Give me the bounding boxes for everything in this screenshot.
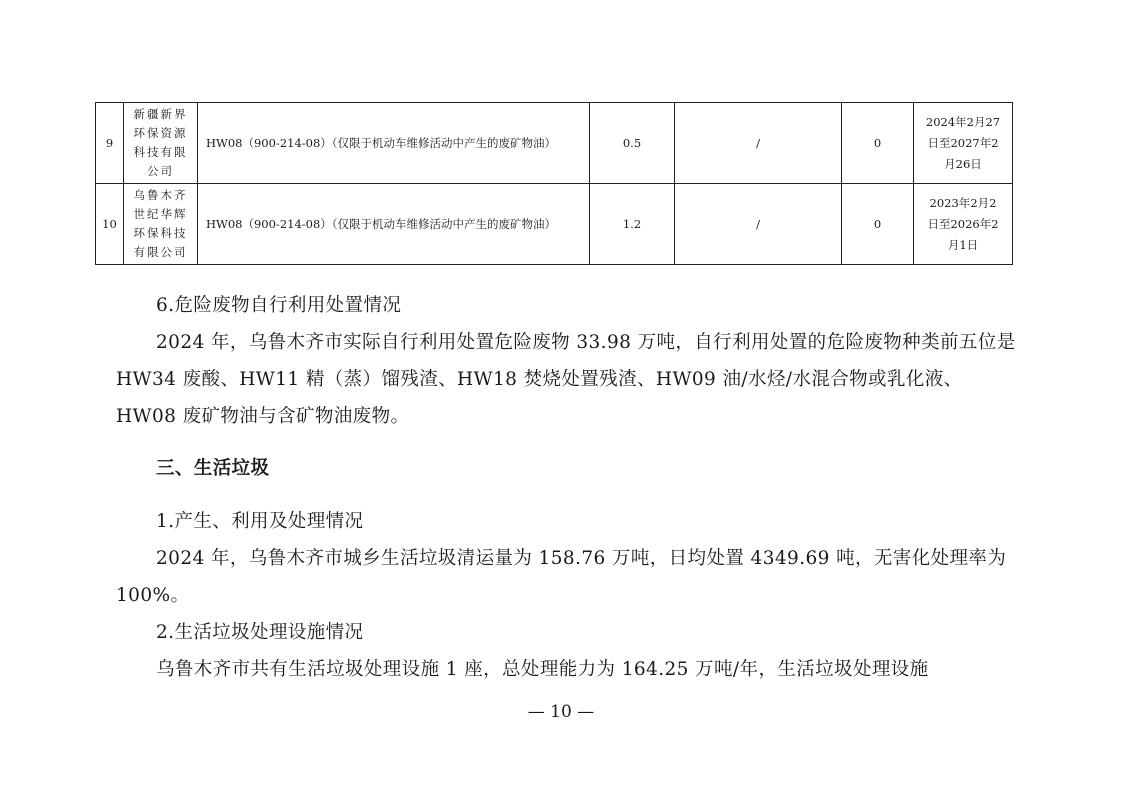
subsection-1-heading: 1.产生、利用及处理情况 [156, 511, 364, 532]
section-6-heading: 6.危险废物自行利用处置情况 [156, 295, 402, 316]
other-value: / [675, 103, 842, 184]
table-row [96, 184, 1013, 265]
validity-period [914, 184, 1013, 265]
other-value: / [675, 184, 842, 265]
period-line: 月1日 [947, 237, 979, 252]
section-6-body: 2024 年，乌鲁木齐市实际自行利用处置危险废物 33.98 万吨，自行利用处置的危险废物种类前五位是 HW34 废酸、HW11 精（蒸）馏残渣、HW18 焚烧处置残渣、HW09 油/水烃/水混合物或乳化液、HW08 废矿物油与含矿物油废物。 [116, 332, 1016, 427]
waste-type: HW08（900-214-08）（仅限于机动车维修活动中产生的废矿物油） [198, 103, 590, 184]
page-number: — 10 — [527, 702, 595, 722]
organization-name: 新疆新界环保资源科技有限公司 [124, 103, 198, 184]
amount-value: 0 [842, 184, 914, 265]
row-number: 9 [96, 103, 124, 184]
period-line: 2023年2月2 [929, 195, 997, 210]
period-line: 月26日 [944, 156, 982, 171]
period-line: 2024年2月27 [925, 114, 1001, 129]
table-row [96, 103, 1013, 184]
row-number: 10 [96, 184, 124, 265]
waste-type: HW08（900-214-08）（仅限于机动车维修活动中产生的废矿物油） [198, 184, 590, 265]
subsection-2-body: 乌鲁木齐市共有生活垃圾处理设施 1 座，总处理能力为 164.25 万吨/年，生活垃圾处理设施 [156, 659, 929, 680]
period-line: 日至2026年2 [927, 216, 999, 231]
capacity-value: 0.5 [590, 103, 675, 184]
hazardous-waste-facility-table [95, 102, 1013, 265]
subsection-2-heading: 2.生活垃圾处理设施情况 [156, 622, 364, 643]
section-3-heading: 三、生活垃圾 [156, 458, 270, 479]
period-line: 日至2027年2 [927, 135, 999, 150]
capacity-value: 1.2 [590, 184, 675, 265]
amount-value: 0 [842, 103, 914, 184]
validity-period [914, 103, 1013, 184]
subsection-1-body: 2024 年，乌鲁木齐市城乡生活垃圾清运量为 158.76 万吨，日均处置 4349.69 吨，无害化处理率为 100%。 [116, 548, 1007, 606]
organization-name: 乌鲁木齐世纪华辉环保科技有限公司 [124, 184, 198, 265]
